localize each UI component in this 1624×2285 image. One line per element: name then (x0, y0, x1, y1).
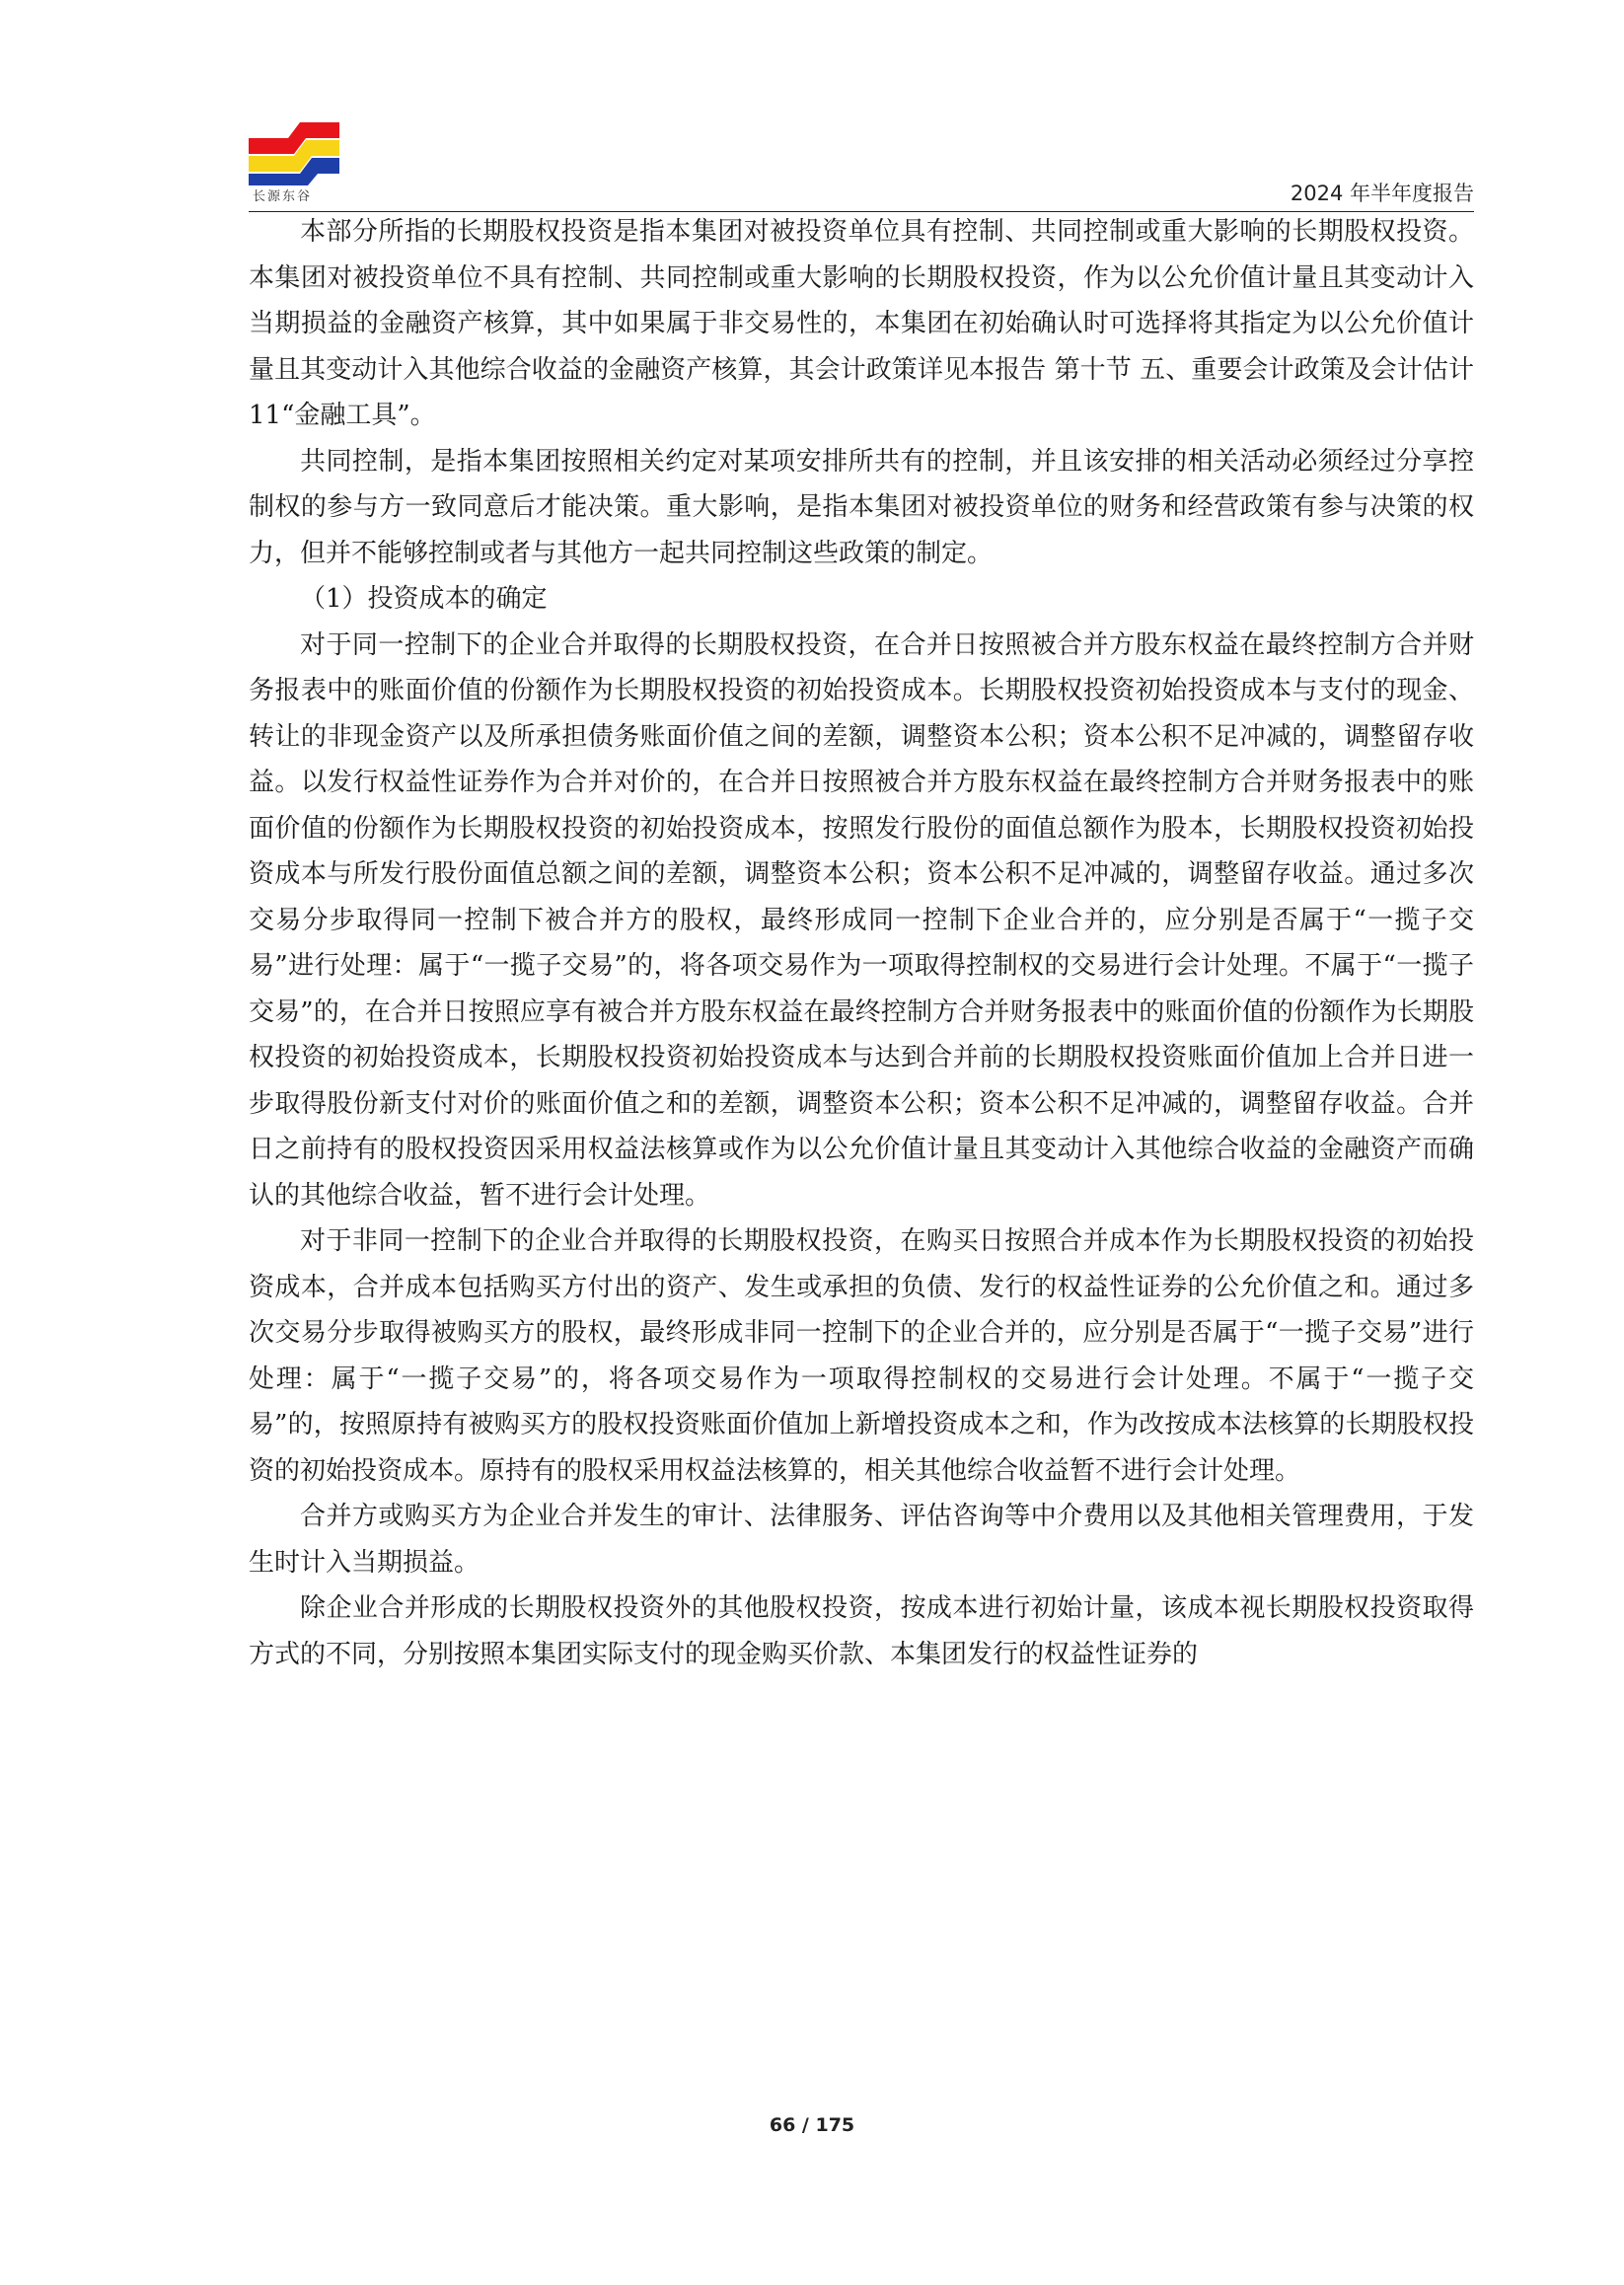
logo-text: 长源东谷 (253, 189, 313, 204)
paragraph: 共同控制，是指本集团按照相关约定对某项安排所共有的控制，并且该安排的相关活动必须经过分享控制权的参与方一致同意后才能决策。重大影响，是指本集团对被投资单位的财务和经营政策有参与决策的权力，但并不能够控制或者与其他方一起共同控制这些政策的制定。 (249, 446, 1474, 568)
page-header (249, 116, 1474, 212)
paragraph: 本部分所指的长期股权投资是指本集团对被投资单位具有控制、共同控制或重大影响的长期股权投资。本集团对被投资单位不具有控制、共同控制或重大影响的长期股权投资，作为以公允价值计量且其变动计入当期损益的金融资产核算，其中如果属于非交易性的，本集团在初始确认时可选择将其指定为以公允价值计量且其变动计入其他综合收益的金融资产核算，其会计政策详见本报告 第十节 五、重要会计政策及会计估计 11“金融工具”。 (249, 217, 1474, 430)
paragraph: 对于非同一控制下的企业合并取得的长期股权投资，在购买日按照合并成本作为长期股权投资的初始投资成本，合并成本包括购买方付出的资产、发生或承担的负债、发行的权益性证券的公允价值之和。通过多次交易分步取得被购买方的股权，最终形成非同一控制下的企业合并的，应分别是否属于“一揽子交易”进行处理：属于“一揽子交易”的，将各项交易作为一项取得控制权的交易进行会计处理。不属于“一揽子交易”的，按照原持有被购买方的股权投资账面价值加上新增投资成本之和，作为改按成本法核算的长期股权投资的初始投资成本。原持有的股权采用权益法核算的，相关其他综合收益暂不进行会计处理。 (249, 1226, 1474, 1486)
document-body (249, 209, 1474, 1677)
paragraph: 合并方或购买方为企业合并发生的审计、法律服务、评估咨询等中介费用以及其他相关管理费用，于发生时计入当期损益。 (249, 1502, 1474, 1578)
section-heading: （1）投资成本的确定 (300, 584, 548, 614)
page-number: 66 / 175 (769, 2114, 855, 2136)
paragraph: 对于同一控制下的企业合并取得的长期股权投资，在合并日按照被合并方股东权益在最终控制方合并财务报表中的账面价值的份额作为长期股权投资的初始投资成本。长期股权投资初始投资成本与支付的现金、转让的非现金资产以及所承担债务账面价值之间的差额，调整资本公积；资本公积不足冲减的，调整留存收益。以发行权益性证券作为合并对价的，在合并日按照被合并方股东权益在最终控制方合并财务报表中的账面价值的份额作为长期股权投资的初始投资成本，按照发行股份的面值总额作为股本，长期股权投资初始投资成本与所发行股份面值总额之间的差额，调整资本公积；资本公积不足冲减的，调整留存收益。通过多次交易分步取得同一控制下被合并方的股权，最终形成同一控制下企业合并的，应分别是否属于“一揽子交易”进行处理：属于“一揽子交易”的，将各项交易作为一项取得控制权的交易进行会计处理。不属于“一揽子交易”的，在合并日按照应享有被合并方股东权益在最终控制方合并财务报表中的账面价值的份额作为长期股权投资的初始投资成本，长期股权投资初始投资成本与达到合并前的长期股权投资账面价值加上合并日进一步取得股份新支付对价的账面价值之和的差额，调整资本公积；资本公积不足冲减的，调整留存收益。合并日之前持有的股权投资因采用权益法核算或作为以公允价值计量且其变动计入其他综合收益的金融资产而确认的其他综合收益，暂不进行会计处理。 (249, 629, 1474, 1211)
report-title: 2024 年半年度报告 (1290, 182, 1474, 205)
paragraph: 除企业合并形成的长期股权投资外的其他股权投资，按成本进行初始计量，该成本视长期股权投资取得方式的不同，分别按照本集团实际支付的现金购买价款、本集团发行的权益性证券的 (249, 1593, 1474, 1669)
company-logo (249, 116, 339, 207)
